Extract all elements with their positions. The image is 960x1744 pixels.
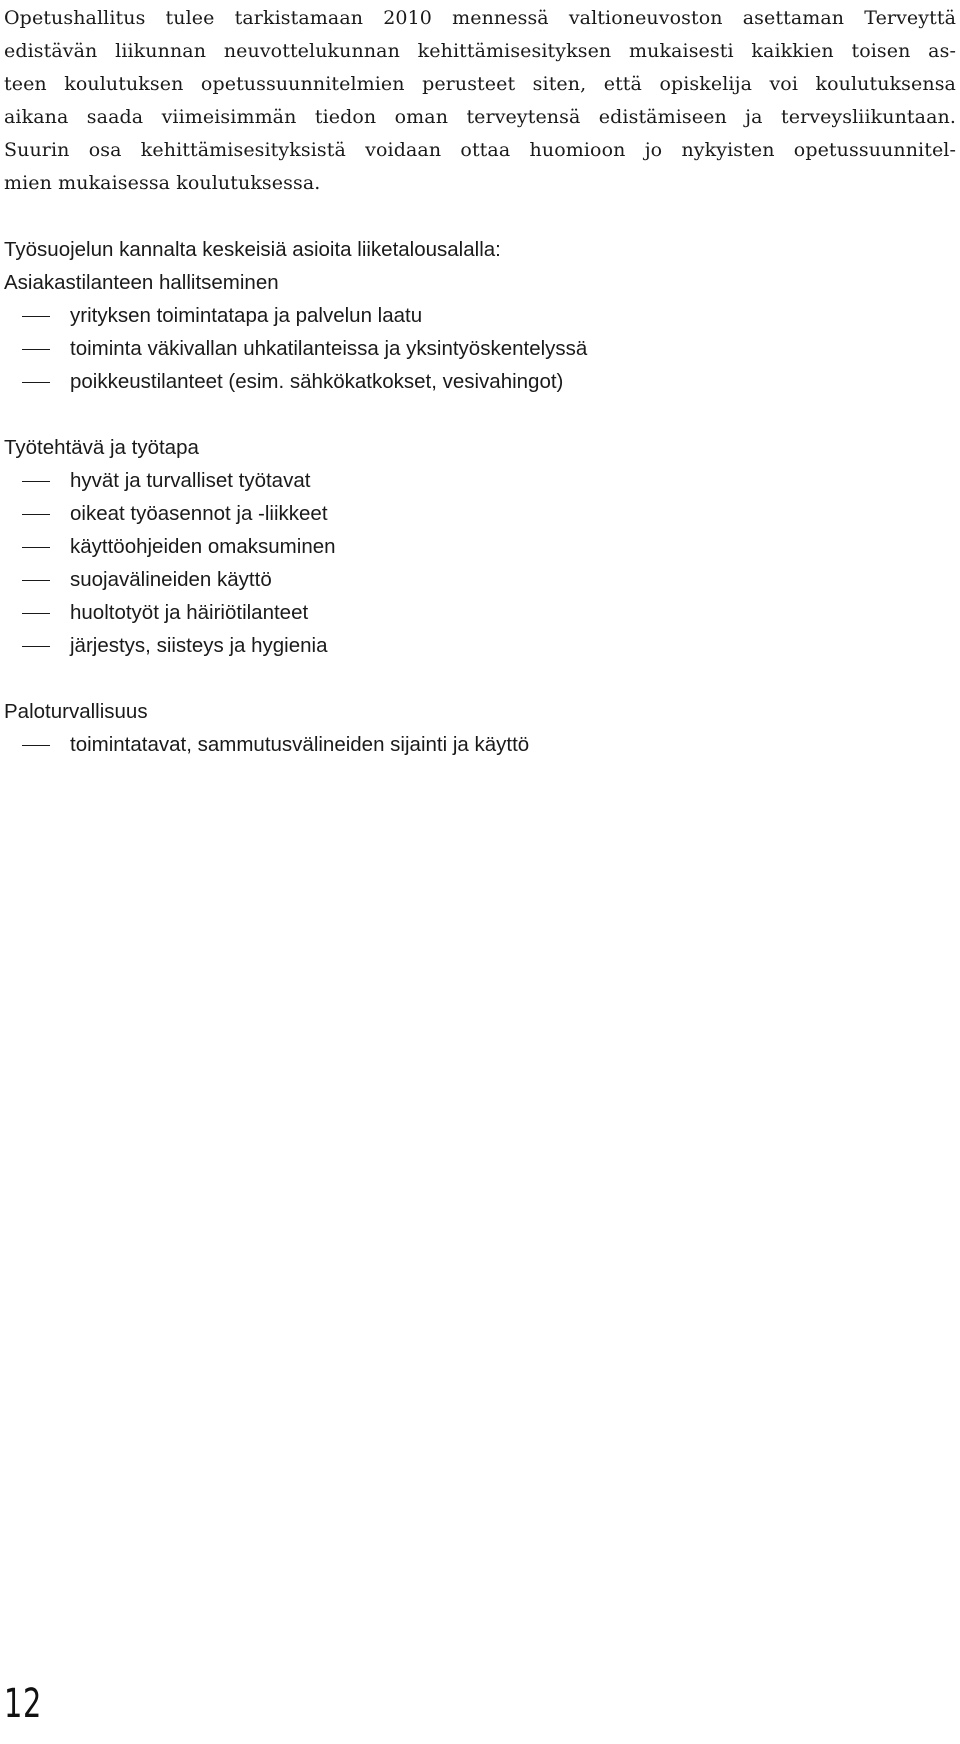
- page-number: 12: [4, 1681, 43, 1727]
- dash-bullet: [22, 745, 50, 746]
- dash-bullet: [22, 349, 50, 350]
- list-item-text: poikkeustilanteet (esim. sähkökatkokset, vesivahingot): [70, 370, 564, 393]
- list-item-text: toiminta väkivallan uhkatilanteissa ja yksintyöskentelyssä: [70, 337, 588, 360]
- list-item: [4, 629, 956, 662]
- section-heading: Paloturvallisuus: [4, 700, 148, 723]
- section-heading: Työtehtävä ja työtapa: [4, 436, 199, 459]
- list-item-text: yrityksen toimintatapa ja palvelun laatu: [70, 304, 423, 327]
- list-item: [4, 728, 956, 761]
- list-item: [4, 299, 956, 332]
- dash-bullet: [22, 514, 50, 515]
- section-occupational-safety: [4, 233, 956, 398]
- list-item-text: oikeat työasennot ja -liikkeet: [70, 502, 328, 525]
- dash-bullet: [22, 481, 50, 482]
- list-item: [4, 365, 956, 398]
- list-item-text: järjestys, siisteys ja hygienia: [70, 634, 328, 657]
- list-item: [4, 596, 956, 629]
- section-work-task: [4, 431, 956, 662]
- dash-bullet: [22, 646, 50, 647]
- list-item: [4, 530, 956, 563]
- intro-paragraph: [4, 0, 956, 200]
- section-heading: Työsuojelun kannalta keskeisiä asioita liiketalousalalla:: [4, 238, 501, 261]
- list-item: [4, 464, 956, 497]
- intro-line: Opetushallitus tulee tarkistamaan 2010 mennessä valtioneuvoston asettaman Terveyttä: [4, 7, 956, 29]
- list-item: [4, 497, 956, 530]
- list-item: [4, 563, 956, 596]
- intro-line: teen koulutuksen opetussuunnitelmien perusteet siten, että opiskelija voi koulutuksensa: [4, 73, 956, 95]
- list-item-text: käyttöohjeiden omaksuminen: [70, 535, 336, 558]
- section-fire-safety: [4, 695, 956, 761]
- list-item-text: huoltotyöt ja häiriötilanteet: [70, 601, 309, 624]
- intro-line: mien mukaisessa koulutuksessa.: [4, 172, 321, 194]
- list-item-text: hyvät ja turvalliset työtavat: [70, 469, 311, 492]
- intro-line: edistävän liikunnan neuvottelukunnan kehittämisesityksen mukaisesti kaikkien toisen as-: [4, 40, 956, 62]
- intro-line: Suurin osa kehittämisesityksistä voidaan ottaa huomioon jo nykyisten opetussuunnitel-: [4, 139, 956, 161]
- dash-bullet: [22, 547, 50, 548]
- section-subheading: Asiakastilanteen hallitseminen: [4, 271, 279, 294]
- list-item-text: toimintatavat, sammutusvälineiden sijainti ja käyttö: [70, 733, 530, 756]
- document-page: [4, 0, 956, 761]
- intro-line: aikana saada viimeisimmän tiedon oman terveytensä edistämiseen ja terveysliikuntaan.: [4, 106, 956, 128]
- list-item: [4, 332, 956, 365]
- dash-bullet: [22, 316, 50, 317]
- dash-bullet: [22, 382, 50, 383]
- dash-bullet: [22, 613, 50, 614]
- list-item-text: suojavälineiden käyttö: [70, 568, 272, 591]
- dash-bullet: [22, 580, 50, 581]
